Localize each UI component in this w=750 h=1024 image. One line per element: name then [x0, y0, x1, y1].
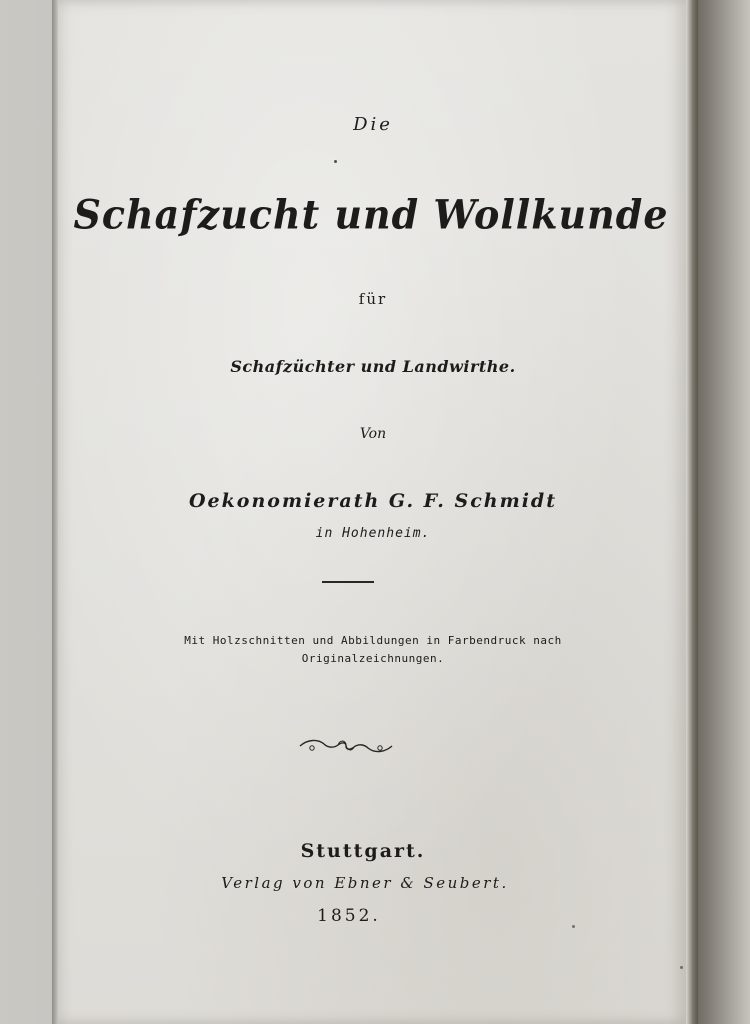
- illustrations-note: Mit Holzschnitten und Abbildungen in Farbendruck nach Originalzeichnungen.: [184, 634, 562, 665]
- publication-year: 1852.: [317, 906, 381, 926]
- byline-label: Von: [359, 426, 387, 442]
- divider-rule: [322, 581, 374, 583]
- title-preposition: für: [358, 290, 388, 308]
- subtitle-audience: Schafzüchter und Landwirthe.: [230, 357, 516, 376]
- page-edge-right: [686, 0, 698, 1024]
- main-title: Schafzucht und Wollkunde: [73, 190, 669, 239]
- title-page: [58, 0, 688, 1024]
- author-location: in Hohenheim.: [315, 526, 431, 541]
- publication-city: Stuttgart.: [300, 840, 426, 862]
- paper-speck: [680, 966, 683, 969]
- flourish-ornament-icon: [298, 736, 394, 756]
- title-article: Die: [353, 114, 393, 135]
- publisher-line: Verlag von Ebner & Seubert.: [221, 874, 509, 892]
- author-name: Oekonomierath G. F. Schmidt: [189, 490, 557, 512]
- ink-dot: [334, 160, 337, 163]
- paper-speck: [572, 925, 575, 928]
